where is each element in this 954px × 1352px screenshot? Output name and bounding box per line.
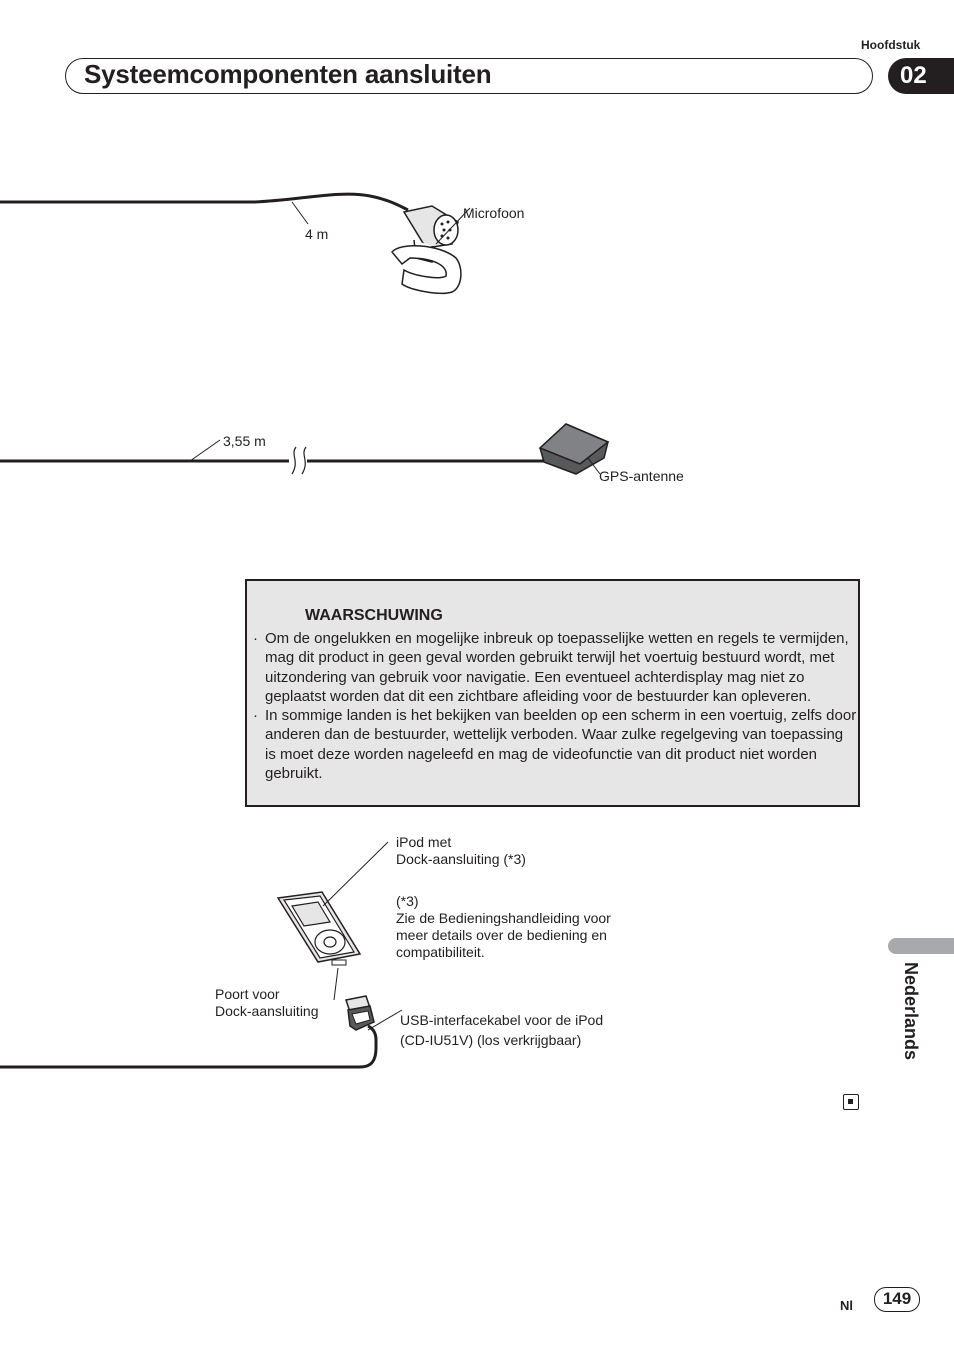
ipod-label-line: Dock-aansluiting (*3) <box>396 851 526 867</box>
port-label-leader <box>334 968 338 1000</box>
dock-port-label-line: Dock-aansluiting <box>215 1003 319 1019</box>
ipod-label-line: iPod met <box>396 834 452 850</box>
warning-item: · Om de ongelukken en mogelijke inbreuk op toepasselijke wetten en regels te vermijden, mag dit product in geen geval worden gebruikt terwijl het voertuig bestuurd wordt, met uitzondering van gebruik voor navigatie. Een eventueel achterdisplay mag niet zo geplaatst worden dat dit een zichtbare afleiding voor de bestuurder kan opleveren. <box>253 629 857 706</box>
warning-title: WAARSCHUWING <box>305 607 443 624</box>
language-code: Nl <box>840 1298 853 1313</box>
chapter-label: Hoofdstuk <box>861 38 921 52</box>
gps-cable-length: 3,55 m <box>223 433 266 449</box>
language-label: Nederlands <box>901 962 921 1061</box>
dock-port-label-line: Poort voor <box>215 986 280 1002</box>
usb-interface-cable <box>0 1026 376 1067</box>
microphone-cable-length: 4 m <box>305 226 329 242</box>
usb-cable-label-line: (CD-IU51V) (los verkrijgbaar) <box>400 1032 582 1048</box>
microphone-label: Microfoon <box>463 205 525 221</box>
microphone-cable <box>0 194 408 210</box>
warning-item: · In sommige landen is het bekijken van beelden op een scherm in een voertuig, zelfs door anderen dan de bestuurder, wettelijk verboden. Waar zulke regelgeving van toepassing is moet deze worden nageleefd en mag de videofunctie van dit product niet worden gebruikt. <box>253 706 857 783</box>
footnote-line: Zie de Bedieningshandleiding voor <box>396 910 611 926</box>
page-title: Systeemcomponenten aansluiten <box>84 59 492 89</box>
ipod-icon <box>278 892 360 965</box>
microphone-icon <box>392 206 461 293</box>
usb-cable-label <box>400 1010 603 1050</box>
ipod-label <box>396 834 526 868</box>
footnote-ref: (*3) <box>396 893 419 909</box>
gps-antenna-label: GPS-antenne <box>599 468 684 484</box>
page-number: 149 <box>874 1287 920 1312</box>
usb-cable-label-line: USB-interfacekabel voor de iPod <box>400 1012 604 1028</box>
dock-port-label <box>215 986 319 1020</box>
gps-antenna-icon <box>540 424 608 474</box>
ipod-label-leader <box>323 842 388 906</box>
gps-length-leader <box>190 440 220 461</box>
microphone-length-leader <box>292 202 308 224</box>
section-end-icon <box>843 1094 859 1110</box>
warning-list <box>253 629 857 783</box>
footnote-line: compatibiliteit. <box>396 944 485 960</box>
language-tab <box>888 938 954 954</box>
footnote-line: meer details over de bediening en <box>396 927 607 943</box>
chapter-badge: 02 <box>888 58 954 94</box>
dock-connector-icon <box>346 996 374 1030</box>
ipod-footnote <box>396 893 611 961</box>
